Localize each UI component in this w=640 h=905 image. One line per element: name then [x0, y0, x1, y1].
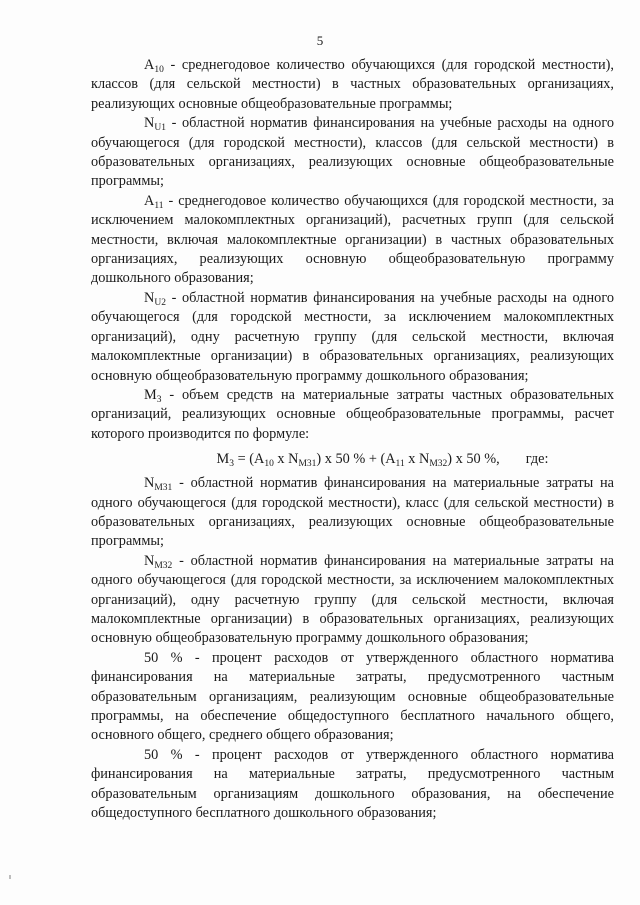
formula-m3 — [91, 449, 614, 470]
symbol-subscript: 10 — [154, 65, 164, 75]
paragraph-text: 50 % - процент расходов от утвержденного областного норматива финансирования на материальные затраты, предусмотренного частным образовательным организациям дошкольного образования, на обеспечение общедоступного бесплатного дошкольного образования; — [91, 746, 614, 822]
formula-part: = (A — [234, 451, 265, 468]
paragraph-text: - областной норматив финансирования на материальные затраты на одного обучающегося (для городской местности, за исключением малокомплектных организаций), одну расчетную группу (для сельской местности, включая малокомплектные организации) в образовательных организациях, реализующих основную общеобразовательную программу дошкольного образования; — [91, 552, 614, 647]
paragraph-nu2 — [91, 289, 614, 386]
formula-lhs-subscript: 3 — [229, 459, 235, 470]
paragraph-text: 50 % - процент расходов от утвержденного областного норматива финансирования на материальные затраты, предусмотренного частным образовательным организациям, реализующим основные общеобразовательные программы, на обеспечение общедоступного бесплатного начального общего, основного общего, среднего общего образования; — [91, 649, 614, 744]
symbol: N — [144, 475, 155, 492]
paragraph-text: - областной норматив финансирования на учебные расходы на одного обучающегося (для городской местности, за исключением малокомплектных организаций), одну расчетную группу (для сельской местности, включая малокомплектные организации) в образовательных организациях, реализующих основную общеобразовательную программу дошкольного образования; — [91, 289, 614, 384]
scan-artifact — [9, 875, 11, 879]
formula-lhs: M — [216, 451, 230, 468]
paragraph-percent-preschool — [91, 746, 614, 824]
symbol-subscript: U1 — [154, 123, 166, 134]
symbol: M — [144, 386, 157, 403]
symbol-subscript: M31 — [154, 483, 173, 494]
formula-subscript: 11 — [395, 459, 405, 470]
formula-part: x N — [404, 451, 430, 468]
paragraph-nm32 — [91, 552, 614, 649]
paragraph-a11 — [91, 192, 614, 289]
symbol: N — [144, 289, 155, 306]
paragraph-nu1 — [91, 114, 614, 192]
symbol: N — [144, 552, 155, 569]
symbol-subscript: 11 — [154, 200, 164, 211]
formula-subscript: 10 — [264, 459, 274, 470]
formula-subscript: M31 — [298, 459, 317, 470]
symbol: A — [144, 57, 155, 73]
paragraph-text: - областной норматив финансирования на учебные расходы на одного обучающегося (для городской местности), классов (для сельской местности) в образовательных организациях, реализующих основные общеобразовательные программы; — [91, 115, 614, 190]
formula-part: ) x 50 %, — [447, 451, 500, 468]
paragraph-text: - среднегодовое количество обучающихся (для городской местности), классов (для сельской местности) в частных образовательных организациях, реализующих основные общеобразовательные программы; — [91, 57, 614, 112]
formula-where-label: где: — [525, 451, 549, 468]
symbol-subscript: U2 — [154, 297, 166, 308]
paragraph-text: - среднегодовое количество обучающихся (для городской местности, за исключением малокомплектных организаций), расчетных групп (для сельской местности, включая малокомплектные организации) в частных образовательных организациях, реализующих основную общеобразовательную программу дошкольного образования; — [91, 192, 614, 287]
formula-part: x N — [273, 451, 299, 468]
paragraph-m3 — [91, 386, 614, 444]
paragraph-text: - областной норматив финансирования на материальные затраты на одного обучающегося (для городской местности), класс (для сельской местности) в образовательных организациях, реализующих основные общеобразовательные программы; — [91, 475, 614, 550]
page-number: 5 — [316, 33, 324, 48]
formula-part: ) x 50 % + (A — [316, 451, 396, 468]
symbol: A — [144, 192, 155, 209]
paragraph-text: - объем средств на материальные затраты частных образовательных организаций, реализующих основные общеобразовательные программы, расчет которого производится по формуле: — [91, 386, 614, 442]
paragraph-a10 — [91, 56, 614, 114]
symbol-subscript: M32 — [154, 560, 173, 571]
document-body — [91, 56, 614, 823]
symbol: N — [144, 115, 155, 132]
paragraph-percent-general — [91, 649, 614, 746]
formula-subscript: M32 — [429, 459, 448, 470]
paragraph-nm31 — [91, 474, 614, 552]
symbol-subscript: 3 — [156, 394, 162, 405]
